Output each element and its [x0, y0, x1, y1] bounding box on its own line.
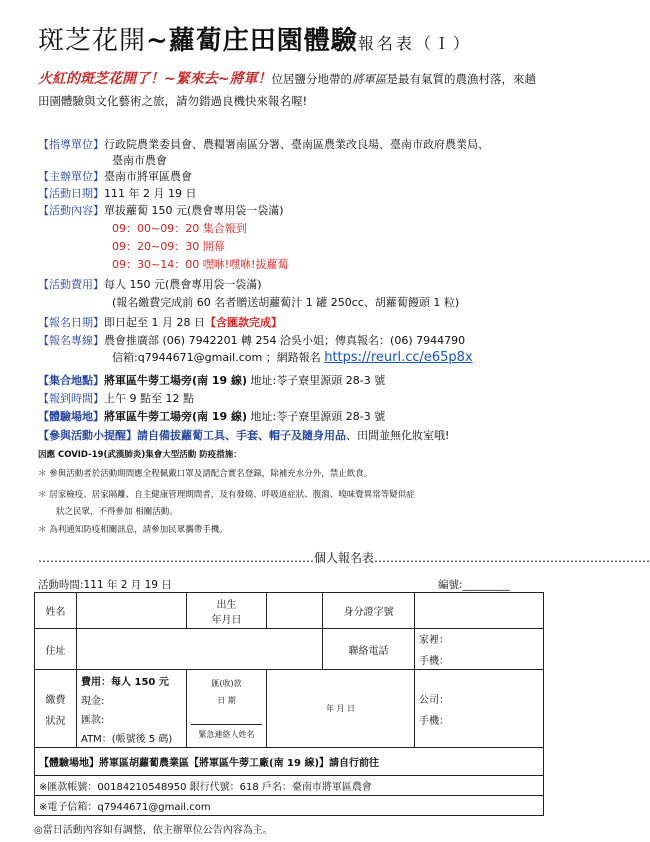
- payment-label-line2: 狀況: [45, 715, 66, 727]
- guide-row-2: [112, 152, 167, 168]
- birth-label-line2: 年月日: [211, 614, 242, 626]
- reminder-text: 【參與活動小提醒】請自備拔蘿蔔工具、手套、帽子及隨身用品: [38, 429, 346, 442]
- birth-field[interactable]: [267, 593, 323, 629]
- regdate-tag: 【報名日期】: [38, 316, 104, 329]
- payment-cash: 現金:: [81, 695, 105, 707]
- remit-date-line2: 日 期: [217, 695, 236, 705]
- birth-label: [187, 593, 267, 629]
- covid-heading: 因應 COVID-19(武漢肺炎)集會大型活動 防疫措施：: [38, 450, 242, 460]
- account-row: ※匯款帳號：00184210548950 銀行代號：618 戶名：臺南市將軍區農會: [35, 776, 544, 796]
- id-field[interactable]: [415, 593, 544, 629]
- address-field[interactable]: [77, 629, 323, 670]
- page-title: [38, 20, 472, 57]
- title-part3: 報名表（Ｉ）: [357, 34, 472, 53]
- host-tag: 【主辦單位】: [38, 170, 104, 183]
- activity-time: 活動時間:111 年 2 月 19 日: [38, 579, 172, 591]
- covid-note-2: ＊ 居家檢疫、居家隔離、自主健康管理期間者，及有發燒、呼吸道症狀、腹瀉、嗅味覺異常等疑似症: [38, 490, 415, 500]
- venue-row: [38, 408, 385, 424]
- intro-emphasis: 將軍區: [351, 72, 387, 86]
- payment-atm: ATM：(帳號後 5 碼): [81, 733, 173, 745]
- schedule-item-2: 09：20~09：30 開幕: [112, 240, 225, 253]
- guide-text: 行政院農業委員會、農糧署南區分署、臺南區農業改良場、臺南市政府農業局、: [104, 138, 489, 151]
- reminder-row: [38, 427, 449, 443]
- mobile2-label: 手機：: [419, 715, 449, 727]
- regdate-row: [38, 314, 282, 330]
- hotline-mail-row: [112, 349, 473, 365]
- emergency-contact-label: 緊急連絡人姓名: [191, 724, 262, 740]
- hotline-tag: 【報名專線】: [38, 334, 104, 347]
- id-label: 身分證字號: [323, 593, 415, 629]
- fee-text: 每人 150 元(農會專用袋一袋滿): [104, 278, 262, 291]
- meet-tag: 【集合地點】: [38, 374, 104, 387]
- name-label: 姓名: [35, 593, 77, 629]
- intro-text-2: 是最有氣質的農漁村落，來趟田園體驗與文化藝術之旅，請勿錯過良機快來報名喔!: [38, 72, 536, 108]
- venue-footer-row: 【體驗場地】將軍區胡蘿蔔農業區【將軍區牛蒡工廠(南 19 線)】請自行前往: [35, 748, 544, 776]
- meet-bold: 將軍區牛蒡工場旁(南 19 線): [104, 374, 248, 387]
- host-text: 臺南市將軍區農會: [104, 170, 192, 183]
- company-phone-label: 公司：: [419, 694, 449, 706]
- reminder-tail: 、田間並無化妝室哦!: [346, 429, 450, 442]
- fee-row: [38, 276, 262, 292]
- guide-text-2: 臺南市農會: [112, 154, 167, 167]
- venue-tag: 【體驗場地】: [38, 410, 104, 423]
- date-tag: 【活動日期】: [38, 187, 104, 200]
- checkin-text: 上午 9 點至 12 點: [104, 392, 194, 405]
- payment-label: [35, 670, 77, 748]
- hotline-text: 農會推廣部 (06) 7942201 轉 254 洽吳小姐；傳真報名：(06) 7944790: [104, 334, 466, 347]
- serial-number[interactable]: 編號:_________: [438, 579, 510, 591]
- payment-remit: 匯款:: [81, 714, 105, 726]
- checkin-row: [38, 390, 194, 406]
- payment-label-line1: 繳費: [45, 694, 66, 706]
- venue-bold: 將軍區牛蒡工場旁(南 19 線): [104, 410, 248, 423]
- address-label: 住址: [35, 629, 77, 670]
- hotline-row: [38, 332, 465, 348]
- content-text: 單拔蘿蔔 150 元(農會專用袋一袋滿): [104, 204, 284, 217]
- remit-date-field[interactable]: [267, 670, 415, 748]
- covid-note-3: ＊ 為利通知防疫相關訊息，請參加民眾攜帶手機。: [38, 525, 228, 535]
- fee-tag: 【活動費用】: [38, 278, 104, 291]
- signup-link[interactable]: https://reurl.cc/e65p8x: [324, 350, 473, 365]
- remit-date-ymd: 年 月 日: [325, 704, 356, 713]
- regdate-badge: 【含匯款完成】: [204, 316, 282, 329]
- covid-note-2b: 狀之民眾，不得參加 相關活動。: [56, 507, 178, 517]
- phone-fields[interactable]: [415, 629, 544, 670]
- content-row: [38, 202, 284, 218]
- schedule-item-3: 09：30~14：00 嘿咻!嘿咻!拔蘿蔔: [112, 258, 289, 271]
- emergency-contact-fields[interactable]: [415, 670, 544, 748]
- birth-label-line1: 出生: [216, 599, 237, 611]
- host-row: [38, 168, 192, 184]
- hotline-mail: 信箱:q7944671@gmail.com ；網路報名: [112, 351, 321, 364]
- email-row: ※電子信箱：q7944671@gmail.com: [35, 796, 544, 816]
- schedule-item-1: 09：00~09：20 集合報到: [112, 222, 247, 235]
- mobile-phone-label: 手機：: [419, 656, 449, 667]
- checkin-tag: 【報到時間】: [38, 392, 104, 405]
- form-separator: ……………………………………………………………個人報名表……………………………………………………………: [38, 551, 650, 565]
- intro-highlight: 火紅的斑芝花開了！~緊來去~將軍！: [38, 71, 272, 87]
- date-row: [38, 185, 196, 201]
- regdate-text: 即日起至 1 月 28 日: [104, 316, 205, 329]
- venue-text: 地址:苓子寮里源頭 28-3 號: [247, 410, 386, 423]
- fee-note: (報名繳費完成前 60 名者贈送胡蘿蔔汁 1 罐 250cc、胡蘿蔔饅頭 1 粒): [112, 296, 460, 309]
- meet-row: [38, 372, 385, 388]
- guide-row: [38, 136, 489, 152]
- date-text: 111 年 2 月 19 日: [104, 187, 197, 200]
- payment-details[interactable]: [77, 670, 187, 748]
- content-tag: 【活動內容】: [38, 204, 104, 217]
- intro-paragraph: [38, 68, 543, 112]
- name-field[interactable]: [77, 593, 187, 629]
- payment-fee: 費用：每人 150 元: [81, 676, 169, 688]
- guide-tag: 【指導單位】: [38, 138, 104, 151]
- remit-date-line1: 匯(收)款: [211, 678, 242, 688]
- title-part2: ~蘿蔔庄田園體驗: [146, 26, 358, 56]
- meet-text: 地址:苓子寮里源頭 28-3 號: [247, 374, 386, 387]
- home-phone-label: 家裡：: [419, 635, 449, 646]
- registration-table: [34, 592, 543, 816]
- covid-note-1: ＊ 參與活動者於活動期間應全程佩戴口罩及請配合實名登錄，除補充水分外，禁止飲食。: [38, 469, 373, 479]
- intro-text-1: 位居鹽分地帶的: [271, 72, 352, 86]
- remit-date-label: [187, 670, 267, 748]
- footer-note: ◎當日活動內容如有調整，依主辦單位公告內容為主。: [34, 825, 273, 836]
- phone-label: 聯絡電話: [323, 629, 415, 670]
- title-part1: 斑芝花開: [38, 26, 147, 56]
